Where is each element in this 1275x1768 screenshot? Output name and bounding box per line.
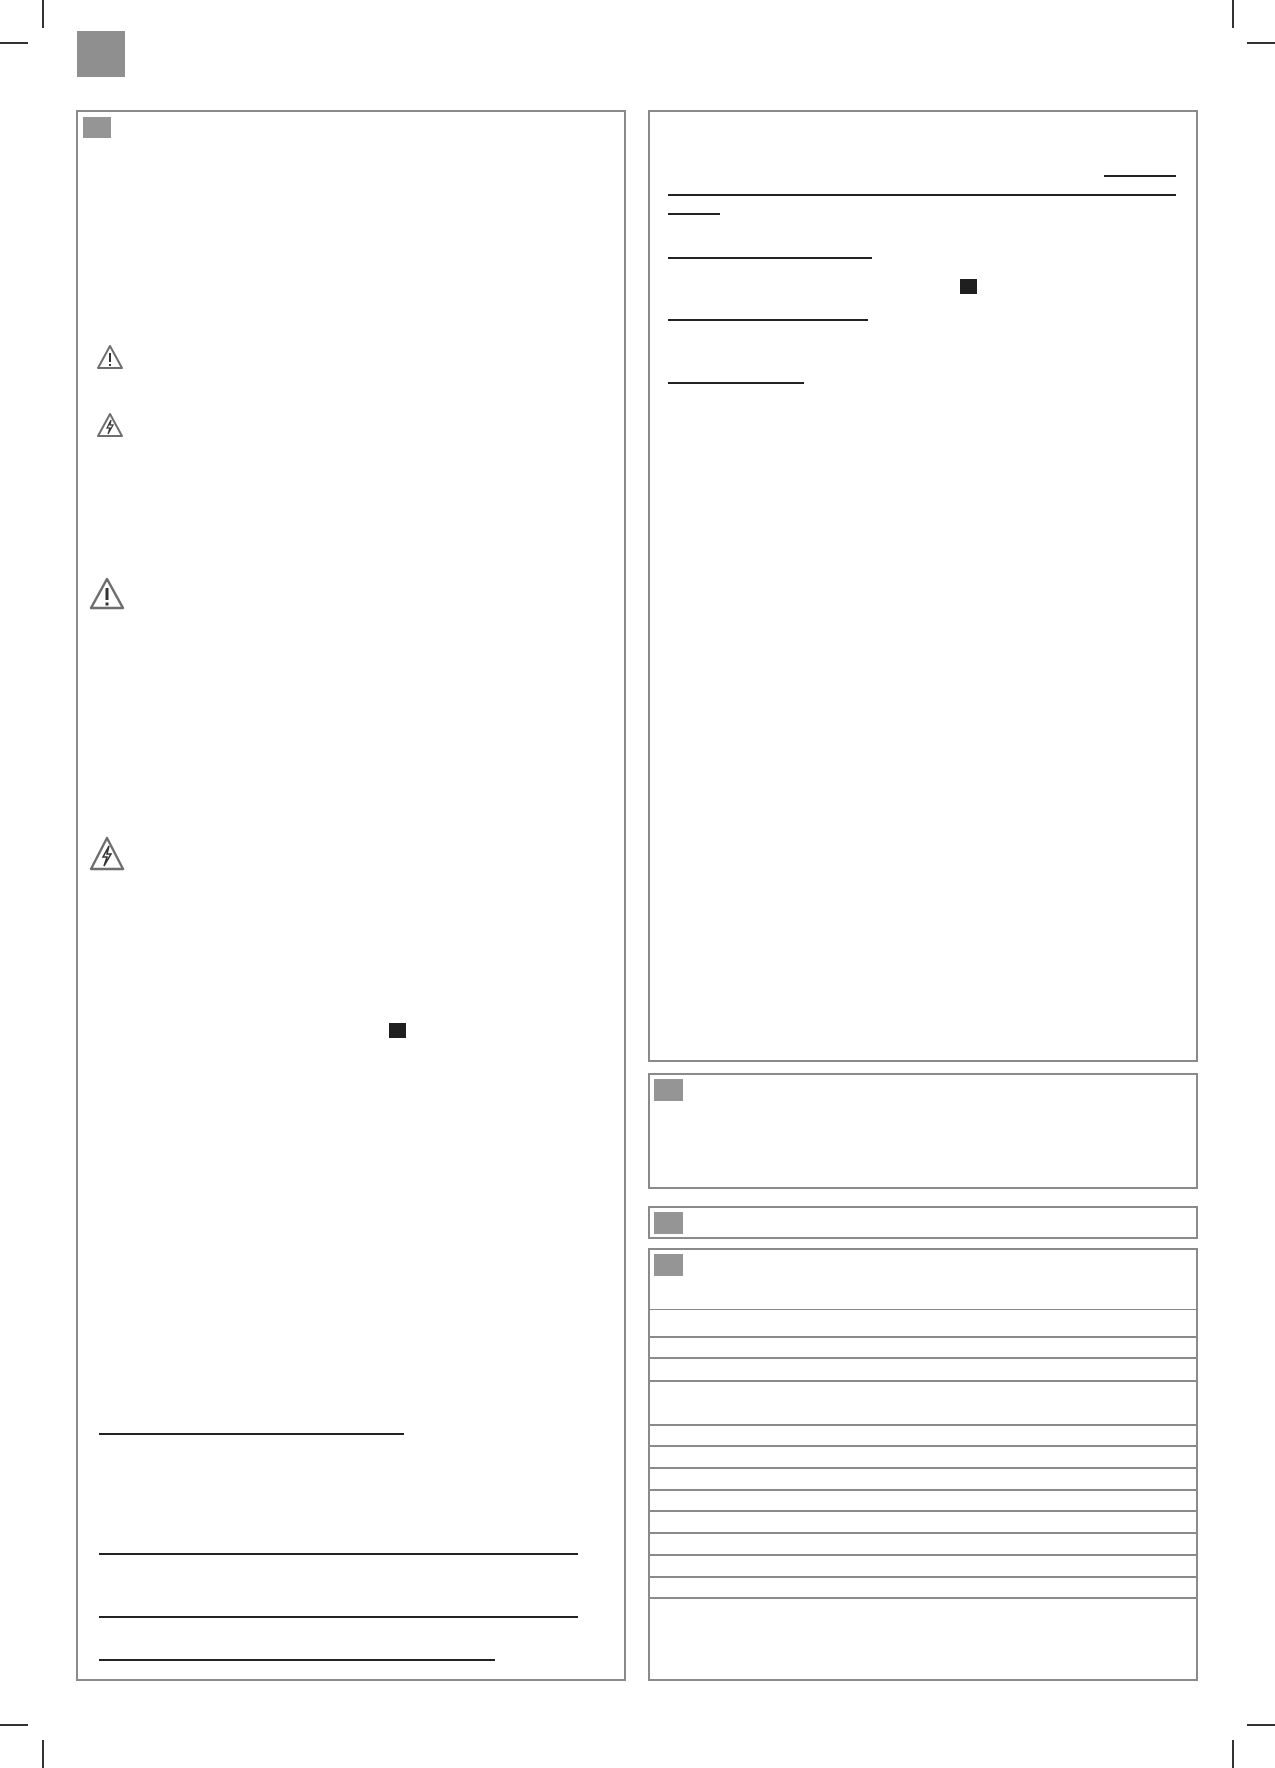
table-row (650, 1597, 1196, 1599)
table-row (650, 1532, 1196, 1534)
panel-badge (83, 117, 111, 138)
right-middle-panel (648, 1073, 1198, 1189)
panel-badge (654, 1079, 683, 1101)
underline-rule (99, 1553, 578, 1555)
table-row (650, 1309, 1196, 1310)
table-row (650, 1510, 1196, 1512)
crop-mark (1247, 1724, 1275, 1726)
crop-mark (42, 1740, 44, 1768)
underline-rule (99, 1659, 495, 1661)
warning-triangle-icon (96, 344, 124, 370)
right-small-panel (648, 1206, 1198, 1239)
underline-rule (668, 382, 804, 384)
page-tab-marker (77, 31, 125, 77)
underline-rule (1104, 175, 1176, 177)
black-square-marker (960, 279, 977, 294)
table-row (650, 1424, 1196, 1426)
underline-rule (668, 213, 720, 215)
crop-mark (42, 0, 44, 28)
right-top-panel (648, 110, 1198, 1062)
table-row (650, 1576, 1196, 1578)
underline-rule (668, 257, 872, 259)
table-row (650, 1380, 1196, 1382)
underline-rule (668, 194, 1176, 196)
electric-hazard-icon (96, 412, 124, 438)
spec-table-panel (648, 1248, 1198, 1681)
underline-rule (668, 319, 868, 321)
underline-rule (99, 1616, 578, 1618)
crop-mark (0, 1724, 28, 1726)
crop-mark (1247, 42, 1275, 44)
table-row (650, 1489, 1196, 1491)
black-square-marker (389, 1023, 406, 1038)
table-row (650, 1336, 1196, 1338)
electric-hazard-icon (89, 836, 125, 872)
underline-rule (99, 1433, 404, 1435)
crop-mark (0, 42, 28, 44)
table-row (650, 1357, 1196, 1359)
crop-mark (1232, 0, 1234, 28)
table-row (650, 1445, 1196, 1447)
warning-triangle-icon (89, 577, 125, 611)
table-row (650, 1467, 1196, 1469)
panel-badge (654, 1212, 683, 1234)
left-panel (76, 110, 626, 1681)
table-row (650, 1554, 1196, 1556)
crop-mark (1232, 1740, 1234, 1768)
panel-badge (654, 1254, 683, 1276)
